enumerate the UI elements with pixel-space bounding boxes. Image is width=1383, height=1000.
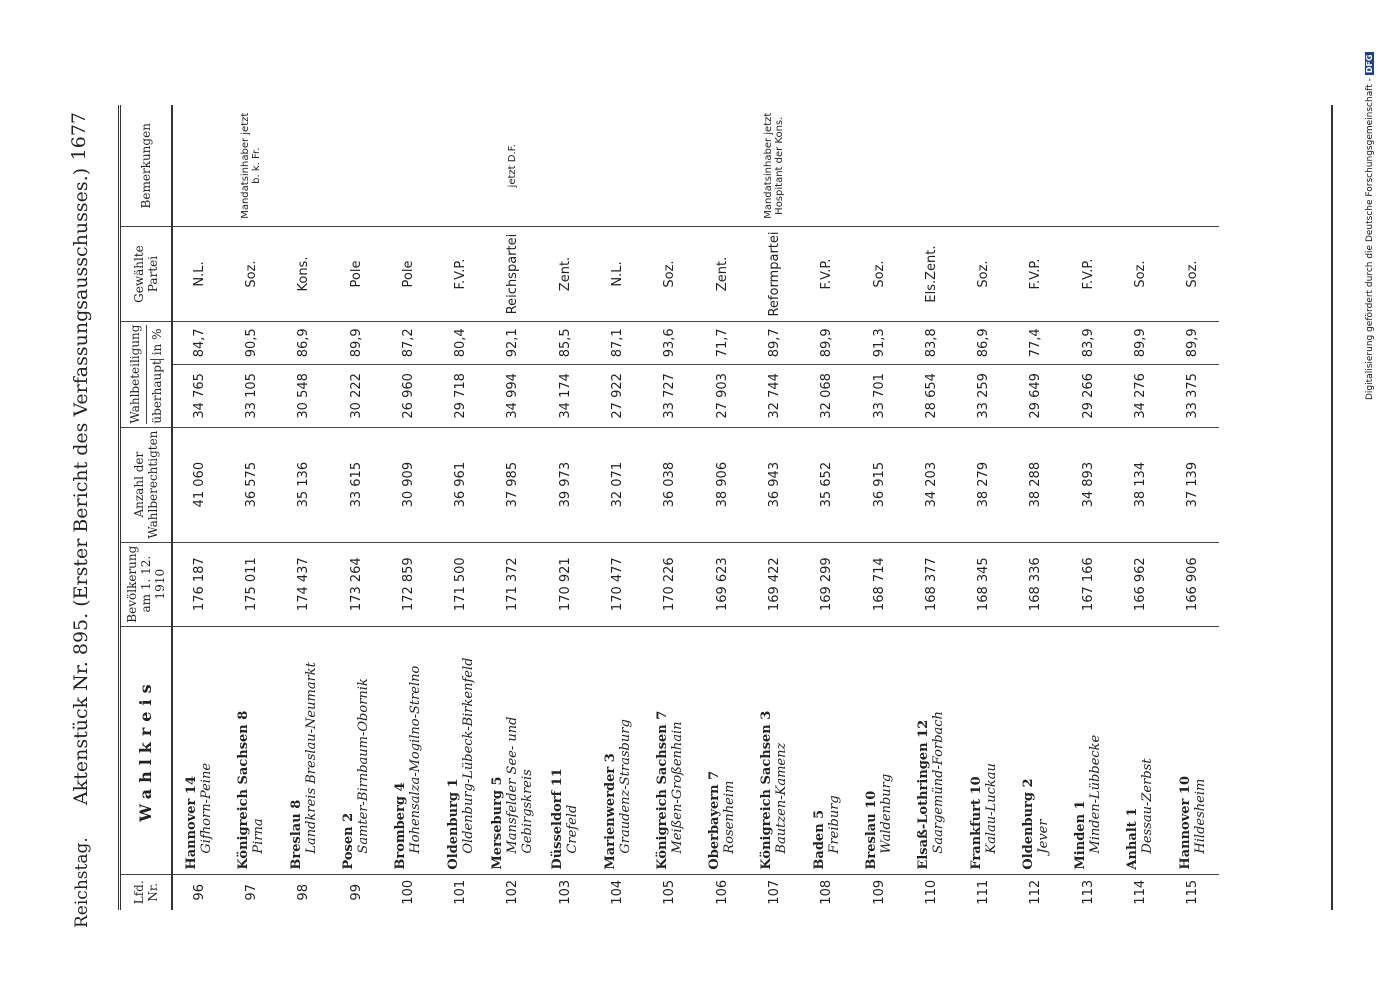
wahlkreis-land: Elsaß-Lothringen 12 [916,719,932,870]
row-wahlberechtigte: 36 575 [225,427,277,542]
row-wahlberechtigte: 37 139 [1167,427,1219,542]
row-bemerkung: Mandatsinhaber jetzt Hospitant der Kons. [763,112,786,219]
row-ueberhaupt: 34 994 [487,365,539,428]
row-prozent: 90,5 [225,321,277,365]
row-nr: 98 [278,874,330,910]
wahlkreis-ort: Dessau-Zerbst [1140,758,1156,854]
wahlkreis-land: Oldenburg 2 [1020,778,1036,870]
table-row [905,105,957,910]
row-nr: 115 [1167,874,1219,910]
row-ueberhaupt: 28 654 [905,365,957,428]
row-ueberhaupt: 26 960 [382,365,434,428]
row-bemerkung [905,105,957,227]
row-wahlkreis [539,626,591,874]
row-nr: 107 [748,874,800,910]
table-row [172,105,225,910]
row-bevoelkerung: 169 623 [696,542,748,626]
row-prozent: 89,9 [1167,321,1219,365]
row-nr: 112 [1010,874,1062,910]
row-wahlkreis [1010,626,1062,874]
row-prozent: 89,9 [1114,321,1166,365]
wahlkreis-ort: Kalau-Luckau [983,763,999,854]
row-bevoelkerung: 166 962 [1114,542,1166,626]
row-ueberhaupt: 32 744 [748,365,800,428]
row-prozent: 84,7 [172,321,225,365]
row-bevoelkerung: 170 477 [591,542,643,626]
table-row [801,105,853,910]
row-partei: Soz. [1114,227,1166,321]
row-partei: Pole [382,227,434,321]
page-number: 1677 [68,112,90,161]
row-nr: 109 [853,874,905,910]
row-ueberhaupt: 29 266 [1062,365,1114,428]
row-wahlberechtigte: 38 906 [696,427,748,542]
row-wahlberechtigte: 41 060 [172,427,225,542]
row-wahlkreis [591,626,643,874]
table-body [172,105,1219,910]
row-nr: 106 [696,874,748,910]
row-bevoelkerung: 168 345 [957,542,1009,626]
row-partei: Kons. [278,227,330,321]
row-partei: Soz. [957,227,1009,321]
row-bevoelkerung: 166 906 [1167,542,1219,626]
row-bevoelkerung: 167 166 [1062,542,1114,626]
wahlkreis-land: Breslau 10 [864,790,879,870]
row-ueberhaupt: 33 105 [225,365,277,428]
row-ueberhaupt: 30 222 [330,365,382,428]
row-nr: 99 [330,874,382,910]
row-wahlberechtigte: 38 279 [957,427,1009,542]
row-wahlberechtigte: 39 973 [539,427,591,542]
row-prozent: 93,6 [644,321,696,365]
wahlkreis-ort: Hohensalza-Mogilno-Strelno [408,665,424,854]
col-bevoelkerung: Bevölkerung am 1. 12. 1910 [121,542,172,626]
row-bevoelkerung: 171 500 [434,542,486,626]
row-bemerkung [853,105,905,227]
row-bemerkung [644,105,696,227]
wahlkreis-ort: Freiburg [826,795,842,854]
row-wahlkreis [696,626,748,874]
row-bemerkung [278,105,330,227]
row-ueberhaupt: 34 765 [172,365,225,428]
row-nr: 114 [1114,874,1166,910]
row-bemerkung [539,105,591,227]
table-row [382,105,434,910]
row-partei: N.L. [591,227,643,321]
row-nr: 105 [644,874,696,910]
row-wahlberechtigte: 36 915 [853,427,905,542]
row-wahlberechtigte: 30 909 [382,427,434,542]
row-prozent: 92,1 [487,321,539,365]
wahlkreis-ort: Bautzen-Kamenz [774,742,790,854]
table-row [1062,105,1114,910]
row-partei: F.V.P. [1010,227,1062,321]
digitization-text: Digitalisierung gefördert durch die Deutsche Forschungsgemeinschaft - [1365,78,1375,400]
row-bemerkung [434,105,486,227]
table-row [1167,105,1219,910]
row-bevoelkerung: 168 377 [905,542,957,626]
row-ueberhaupt: 33 701 [853,365,905,428]
row-ueberhaupt: 27 903 [696,365,748,428]
row-wahlkreis [905,626,957,874]
row-prozent: 87,1 [591,321,643,365]
row-prozent: 86,9 [278,321,330,365]
row-ueberhaupt: 30 548 [278,365,330,428]
row-wahlkreis [1062,626,1114,874]
row-partei: Soz. [225,227,277,321]
row-bevoelkerung: 169 422 [748,542,800,626]
table-row [330,105,382,910]
row-wahlkreis [172,626,225,874]
header-title: Aktenstück Nr. 895. (Erster Bericht des Verfassungsausschusses.) [70,167,92,805]
row-bemerkung: Mandatsinhaber jetzt b. k. Fr. [240,112,263,219]
row-partei: N.L. [172,227,225,321]
row-bemerkung [1062,105,1114,227]
row-wahlberechtigte: 36 961 [434,427,486,542]
row-prozent: 83,9 [1062,321,1114,365]
document-page [60,100,1360,950]
col-nr: Lfd. Nr. [121,874,172,910]
row-wahlberechtigte: 38 288 [1010,427,1062,542]
row-prozent: 87,2 [382,321,434,365]
row-bemerkung [696,105,748,227]
row-bevoelkerung: 169 299 [801,542,853,626]
row-wahlkreis [382,626,434,874]
row-wahlkreis [644,626,696,874]
row-prozent: 71,7 [696,321,748,365]
table-row [644,105,696,910]
row-prozent: 80,4 [434,321,486,365]
table-row [278,105,330,910]
wahlkreis-land: Düsseldorf 11 [550,768,566,870]
row-nr: 111 [957,874,1009,910]
row-wahlberechtigte: 38 134 [1114,427,1166,542]
row-prozent: 91,3 [853,321,905,365]
table-row [1010,105,1062,910]
row-bemerkung: jetzt D.F. [507,144,519,188]
table-row [748,105,800,910]
row-bemerkung [801,105,853,227]
row-nr: 101 [434,874,486,910]
row-bemerkung [591,105,643,227]
digitization-note [1365,10,1379,400]
row-partei: Pole [330,227,382,321]
wahlbeteiligung-subheads [146,325,164,424]
row-wahlberechtigte: 35 136 [278,427,330,542]
row-bevoelkerung: 170 226 [644,542,696,626]
row-nr: 102 [487,874,539,910]
wahlkreis-ort: Saargemünd-Forbach [931,711,947,854]
col-bemerkungen: Bemerkungen [121,105,172,227]
row-nr: 104 [591,874,643,910]
wahlkreis-ort: Waldenburg [879,773,894,854]
wahlkreis-land: Oldenburg 1 [445,778,461,870]
row-wahlberechtigte: 35 652 [801,427,853,542]
wahlkreis-ort: Minden-Lübbecke [1088,734,1104,854]
wahlkreis-land: Breslau 8 [288,799,304,870]
running-header [60,100,100,950]
row-ueberhaupt: 32 068 [801,365,853,428]
row-partei: Soz. [1167,227,1219,321]
election-table [118,105,1333,910]
row-partei: Reformpartei [748,227,800,321]
row-nr: 103 [539,874,591,910]
row-bevoelkerung: 168 336 [1010,542,1062,626]
table-row [487,105,539,910]
wahlkreis-land: Posen 2 [341,812,357,870]
row-bevoelkerung: 168 714 [853,542,905,626]
row-wahlkreis [1167,626,1219,874]
row-ueberhaupt: 34 276 [1114,365,1166,428]
row-prozent: 85,5 [539,321,591,365]
row-prozent: 89,7 [748,321,800,365]
row-wahlkreis [278,626,330,874]
row-bevoelkerung: 174 437 [278,542,330,626]
row-wahlkreis [957,626,1009,874]
row-wahlberechtigte: 33 615 [330,427,382,542]
row-partei: F.V.P. [801,227,853,321]
wahlkreis-ort: Graudenz-Strasburg [617,719,633,854]
row-bevoelkerung: 176 187 [172,542,225,626]
wahlkreis-ort: Samter-Birnbaum-Obornik [356,678,372,854]
table-row [539,105,591,910]
table-row [591,105,643,910]
wahlkreis-land: Baden 5 [811,809,827,870]
table-row [853,105,905,910]
row-prozent: 77,4 [1010,321,1062,365]
row-bevoelkerung: 171 372 [487,542,539,626]
dfg-logo: DFG [1365,54,1374,74]
wahlkreis-land: Hannover 14 [184,776,200,870]
row-wahlkreis [434,626,486,874]
row-bemerkung [330,105,382,227]
wahlkreis-land: Frankfurt 10 [968,776,984,870]
row-wahlberechtigte: 32 071 [591,427,643,542]
row-bevoelkerung: 172 859 [382,542,434,626]
row-bemerkung [957,105,1009,227]
wahlkreis-land: Königreich Sachsen 3 [759,710,775,870]
wahlkreis-ort: Mansfelder See- und Gebirgskreis [505,716,536,854]
wahlkreis-land: Königreich Sachsen 7 [654,710,670,870]
row-wahlberechtigte: 36 038 [644,427,696,542]
table-row [225,105,277,910]
row-ueberhaupt: 29 718 [434,365,486,428]
row-nr: 108 [801,874,853,910]
header-left: Reichstag. [72,837,92,928]
wahlbeteiligung-label: Wahlbeteiligung [128,324,142,424]
row-ueberhaupt: 33 259 [957,365,1009,428]
row-nr: 97 [225,874,277,910]
row-wahlkreis [801,626,853,874]
wahlkreis-land: Oberbayern 7 [707,770,723,870]
row-wahlkreis [853,626,905,874]
wahlkreis-ort: Oldenburg-Lübeck-Birkenfeld [460,657,476,854]
wahlkreis-land: Königreich Sachsen 8 [236,710,252,870]
row-wahlberechtigte: 34 203 [905,427,957,542]
col-wahlberechtigte: Anzahl der Wahlberechtigten [121,427,172,542]
table-row [957,105,1009,910]
row-bemerkung [172,105,225,227]
table-header-row [121,105,172,910]
col-prozent: in % [150,328,164,356]
col-ueberhaupt: überhaupt [150,360,164,424]
row-wahlkreis [748,626,800,874]
row-nr: 110 [905,874,957,910]
row-partei: F.V.P. [434,227,486,321]
row-prozent: 83,8 [905,321,957,365]
row-partei: Els.Zent. [905,227,957,321]
row-wahlkreis [487,626,539,874]
row-partei: F.V.P. [1062,227,1114,321]
wahlkreis-land: Hannover 10 [1177,776,1193,870]
row-nr: 113 [1062,874,1114,910]
wahlkreis-ort: Landkreis Breslau-Neumarkt [303,662,319,854]
row-partei: Soz. [644,227,696,321]
wahlkreis-ort: Hildesheim [1192,778,1208,854]
row-bemerkung [1114,105,1166,227]
row-prozent: 89,9 [330,321,382,365]
row-partei: Zent. [539,227,591,321]
row-ueberhaupt: 27 922 [591,365,643,428]
row-wahlberechtigte: 36 943 [748,427,800,542]
row-wahlkreis [330,626,382,874]
row-ueberhaupt: 29 649 [1010,365,1062,428]
row-ueberhaupt: 33 375 [1167,365,1219,428]
row-partei: Reichspartei [487,227,539,321]
wahlkreis-ort: Meißen-Großenhain [669,721,685,854]
row-ueberhaupt: 33 727 [644,365,696,428]
wahlkreis-ort: Crefeld [565,804,581,854]
wahlkreis-land: Marienwerder 3 [602,753,618,870]
table-row [1114,105,1166,910]
row-bevoelkerung: 170 921 [539,542,591,626]
row-partei: Zent. [696,227,748,321]
wahlkreis-ort: Gifhorn-Peine [199,762,215,854]
table-row [434,105,486,910]
row-prozent: 89,9 [801,321,853,365]
row-prozent: 86,9 [957,321,1009,365]
col-wahlbeteiligung [121,321,172,427]
row-partei: Soz. [853,227,905,321]
row-bevoelkerung: 173 264 [330,542,382,626]
wahlkreis-land: Anhalt 1 [1125,807,1141,870]
row-wahlkreis [1114,626,1166,874]
row-bemerkung [1167,105,1219,227]
row-wahlberechtigte: 34 893 [1062,427,1114,542]
row-bemerkung [382,105,434,227]
wahlkreis-ort: Pirna [251,818,267,854]
row-wahlkreis [225,626,277,874]
wahlkreis-land: Merseburg 5 [490,776,506,870]
wahlkreis-land: Minden 1 [1073,800,1089,870]
table-row [696,105,748,910]
row-nr: 100 [382,874,434,910]
wahlkreis-land: Bromberg 4 [393,782,409,870]
col-wahlkreis: Wahlkreis [121,626,172,874]
row-bemerkung [1010,105,1062,227]
row-bevoelkerung: 175 011 [225,542,277,626]
row-ueberhaupt: 34 174 [539,365,591,428]
wahlkreis-ort: Jever [1035,819,1051,854]
row-nr: 96 [172,874,225,910]
row-wahlberechtigte: 37 985 [487,427,539,542]
wahlkreis-ort: Rosenheim [722,780,738,854]
col-partei: Gewählte Partei [121,227,172,321]
